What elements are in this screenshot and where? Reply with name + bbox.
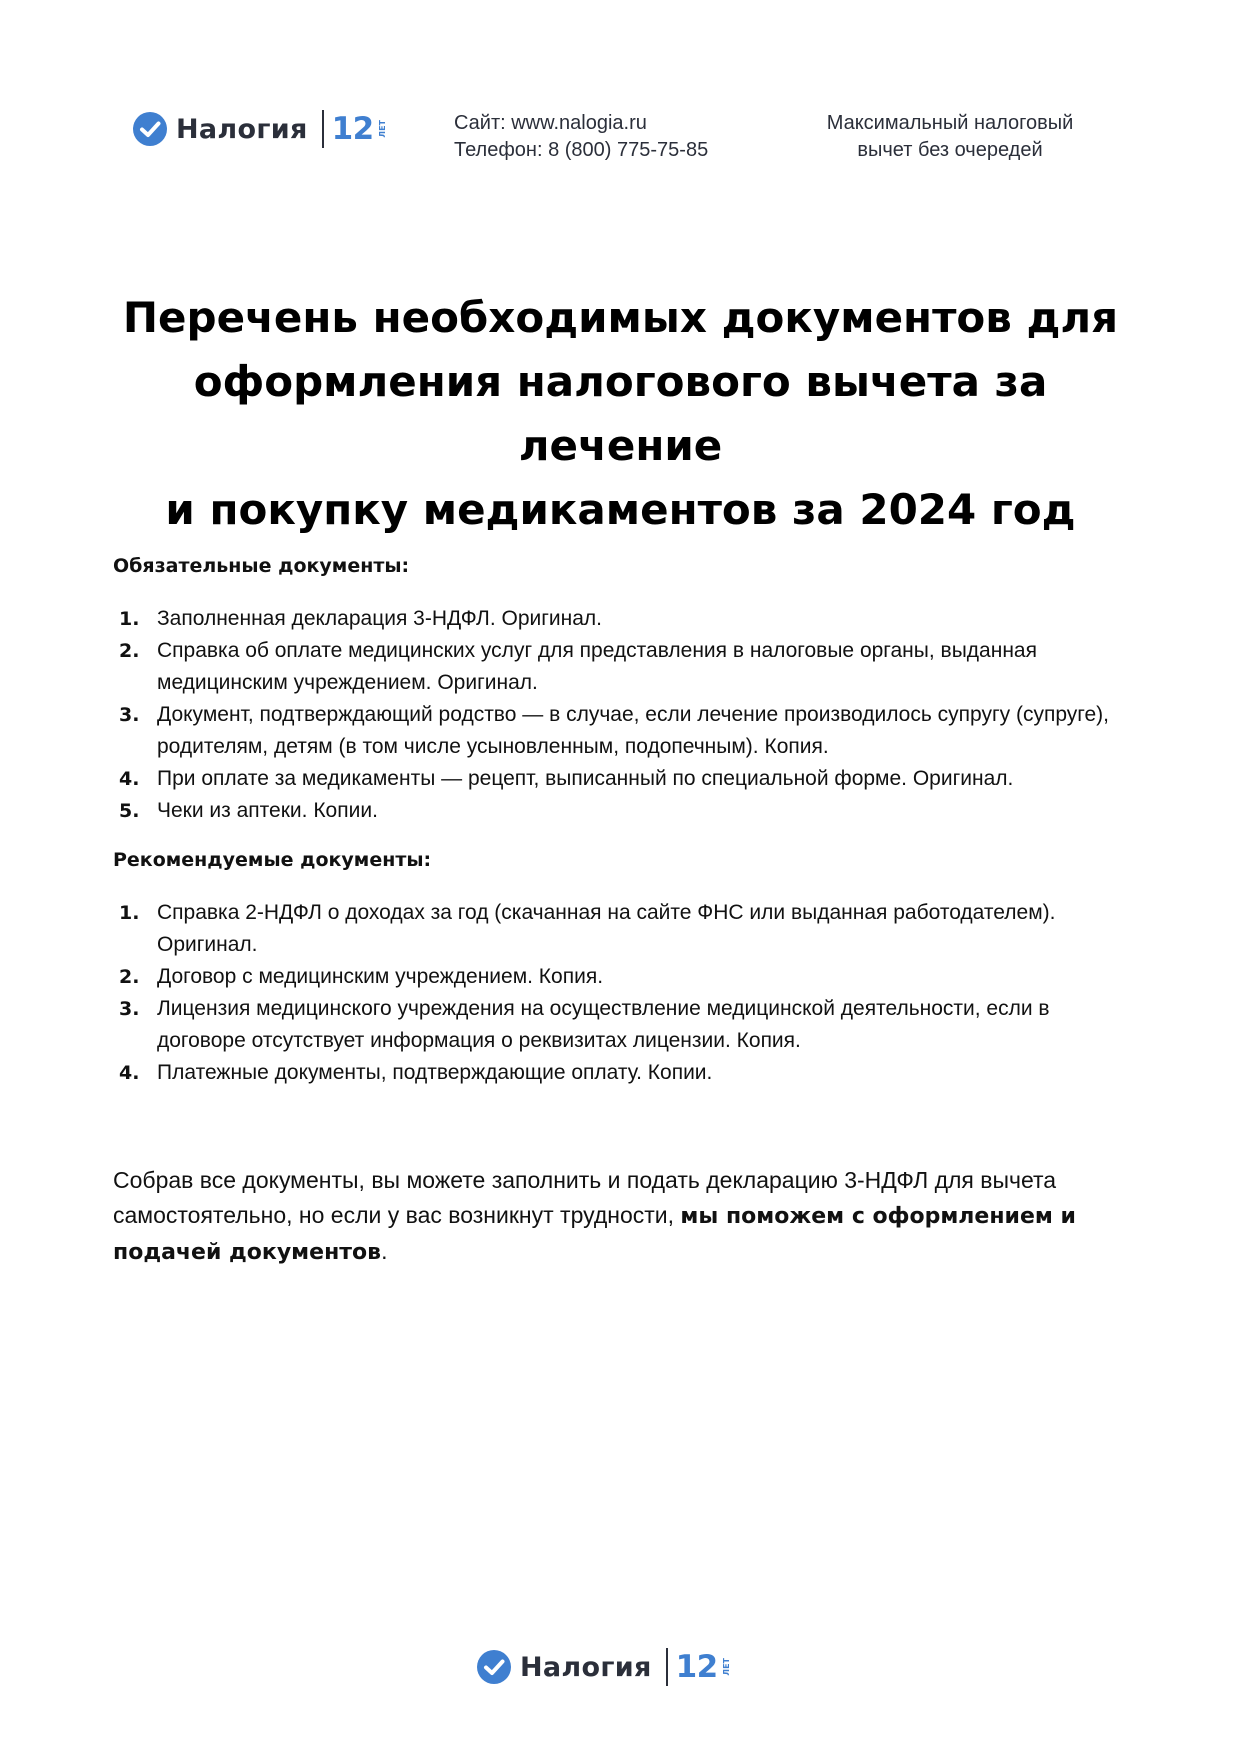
page-title — [100, 286, 1141, 542]
list-text: Чеки из аптеки. Копии. — [157, 799, 378, 822]
closing-paragraph — [113, 1163, 1133, 1270]
list-number: 1. — [119, 902, 140, 924]
title-line-2: оформления налогового вычета за лечение — [193, 357, 1048, 470]
list-text: При оплате за медикаменты — рецепт, выписанный по специальной форме. Оригинал. — [157, 767, 1014, 790]
logo-name: Налогия — [520, 1651, 652, 1683]
list-number: 5. — [119, 800, 140, 822]
logo-years-suffix — [378, 120, 387, 138]
required-heading: Обязательные документы: — [113, 555, 410, 577]
list-number: 1. — [119, 608, 140, 630]
list-text: Документ, подтверждающий родство — в случае, если лечение производилось супругу (супруге), родителям, детям (в том числе усыновленным, подопечным). Копия. — [157, 703, 1109, 758]
list-item — [113, 897, 1133, 961]
contact-info — [454, 110, 708, 164]
footer-logo — [477, 1648, 731, 1686]
logo-years-suffix-text: ЛЕТ — [721, 1658, 731, 1676]
header-tagline — [790, 110, 1110, 164]
list-number: 3. — [119, 998, 140, 1020]
list-text: Заполненная декларация 3-НДФЛ. Оригинал. — [157, 607, 602, 630]
list-item — [113, 1057, 1133, 1089]
logo-years: 12 — [675, 1649, 718, 1685]
title-line-3: и покупку медикаментов за 2024 год — [165, 485, 1076, 534]
closing-text: Собрав все документы, вы можете заполнить и подать декларацию 3-НДФЛ для вычета самостоятельно, но если у вас возникнут трудности, — [113, 1167, 1057, 1228]
recommended-list — [113, 897, 1133, 1089]
required-list — [113, 603, 1133, 827]
list-text: Справка об оплате медицинских услуг для представления в налоговые органы, выданная медицинским учреждением. Оригинал. — [157, 639, 1037, 694]
tagline-line-2: вычет без очередей — [857, 139, 1043, 161]
list-number: 3. — [119, 704, 140, 726]
logo-name: Налогия — [176, 113, 308, 145]
recommended-heading: Рекомендуемые документы: — [113, 849, 432, 871]
list-item — [113, 993, 1133, 1057]
document-lists — [113, 555, 1133, 1111]
closing-bold-text: мы поможем с оформлением и подачей документов — [113, 1204, 1076, 1265]
list-item — [113, 603, 1133, 635]
phone-number[interactable]: Телефон: 8 (800) 775-75-85 — [454, 139, 709, 161]
list-item — [113, 795, 1133, 827]
title-line-1: Перечень необходимых документов для — [122, 293, 1119, 342]
logo-years-suffix — [722, 1658, 731, 1676]
logo-divider — [666, 1648, 668, 1686]
list-text: Справка 2-НДФЛ о доходах за год (скачанная на сайте ФНС или выданная работодателем). Оригинал. — [157, 901, 1056, 956]
list-number: 4. — [119, 768, 140, 790]
logo-years-suffix-text: ЛЕТ — [377, 120, 387, 138]
tagline-line-1: Максимальный налоговый — [826, 112, 1074, 134]
checkmark-circle-icon — [477, 1650, 511, 1684]
list-item — [113, 763, 1133, 795]
checkmark-circle-icon — [133, 112, 167, 146]
closing-end: . — [381, 1238, 388, 1264]
page-header — [0, 108, 1241, 168]
list-text: Платежные документы, подтверждающие оплату. Копии. — [157, 1061, 713, 1084]
list-number: 4. — [119, 1062, 140, 1084]
logo-years: 12 — [331, 111, 374, 147]
list-number: 2. — [119, 966, 140, 988]
list-text: Договор с медицинским учреждением. Копия. — [157, 965, 604, 988]
list-item — [113, 635, 1133, 699]
site-link[interactable]: Сайт: www.nalogia.ru — [454, 112, 647, 134]
list-number: 2. — [119, 640, 140, 662]
list-item — [113, 961, 1133, 993]
list-text: Лицензия медицинского учреждения на осуществление медицинской деятельности, если в договоре отсутствует информация о реквизитах лицензии. Копия. — [157, 997, 1050, 1052]
header-logo — [133, 110, 387, 148]
list-item — [113, 699, 1133, 763]
logo-divider — [322, 110, 324, 148]
